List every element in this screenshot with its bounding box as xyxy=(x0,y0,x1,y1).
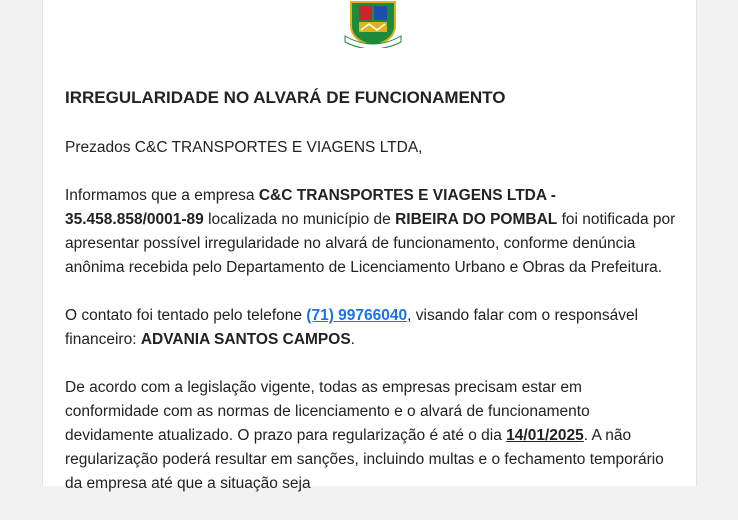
contact-text-1: O contato foi tentado pelo telefone xyxy=(65,307,307,324)
notice-text-3: foi notificada por apresentar possível irregularidade no alvará de funcionamento, conforme denúncia anônima recebida pelo Departamento de Licenciamento Urbano e Obras da Prefeitura. xyxy=(65,211,676,276)
greeting: Prezados C&C TRANSPORTES E VIAGENS LTDA, xyxy=(65,139,423,156)
contact-paragraph xyxy=(65,304,677,352)
deadline-text-1: De acordo com a legislação vigente, todas as empresas precisam estar em conformidade com as normas de licenciamento e o alvará de funcionamento devidamente atualizado. O prazo para regularização é até o dia xyxy=(65,379,590,444)
responsible-name: ADVANIA SANTOS CAMPOS xyxy=(140,331,351,348)
municipal-crest-icon xyxy=(341,0,405,48)
company-name: C&C TRANSPORTES E VIAGENS LTDA - 35.458.858/0001-89 xyxy=(65,187,556,228)
contact-text-3: . xyxy=(350,331,355,348)
page-title: IRREGULARIDADE NO ALVARÁ DE FUNCIONAMENTO xyxy=(65,88,506,107)
deadline-date: 14/01/2025 xyxy=(506,427,584,444)
city-name: RIBEIRA DO POMBAL xyxy=(395,211,558,228)
notice-paragraph xyxy=(65,184,677,280)
deadline-paragraph xyxy=(65,376,677,496)
email-card xyxy=(42,0,697,492)
email-body xyxy=(65,88,677,520)
deadline-text-2: . A não regularização poderá resultar em sanções, incluindo multas e o fechamento temporário da empresa até que a situação seja xyxy=(65,427,664,492)
notice-text-2: localizada no município de xyxy=(203,211,396,228)
phone-link[interactable]: (71) 99766040 xyxy=(306,307,408,324)
notice-text-1: Informamos que a empresa xyxy=(65,187,259,204)
contact-text-2: , visando falar com o responsável financeiro: xyxy=(65,307,639,348)
